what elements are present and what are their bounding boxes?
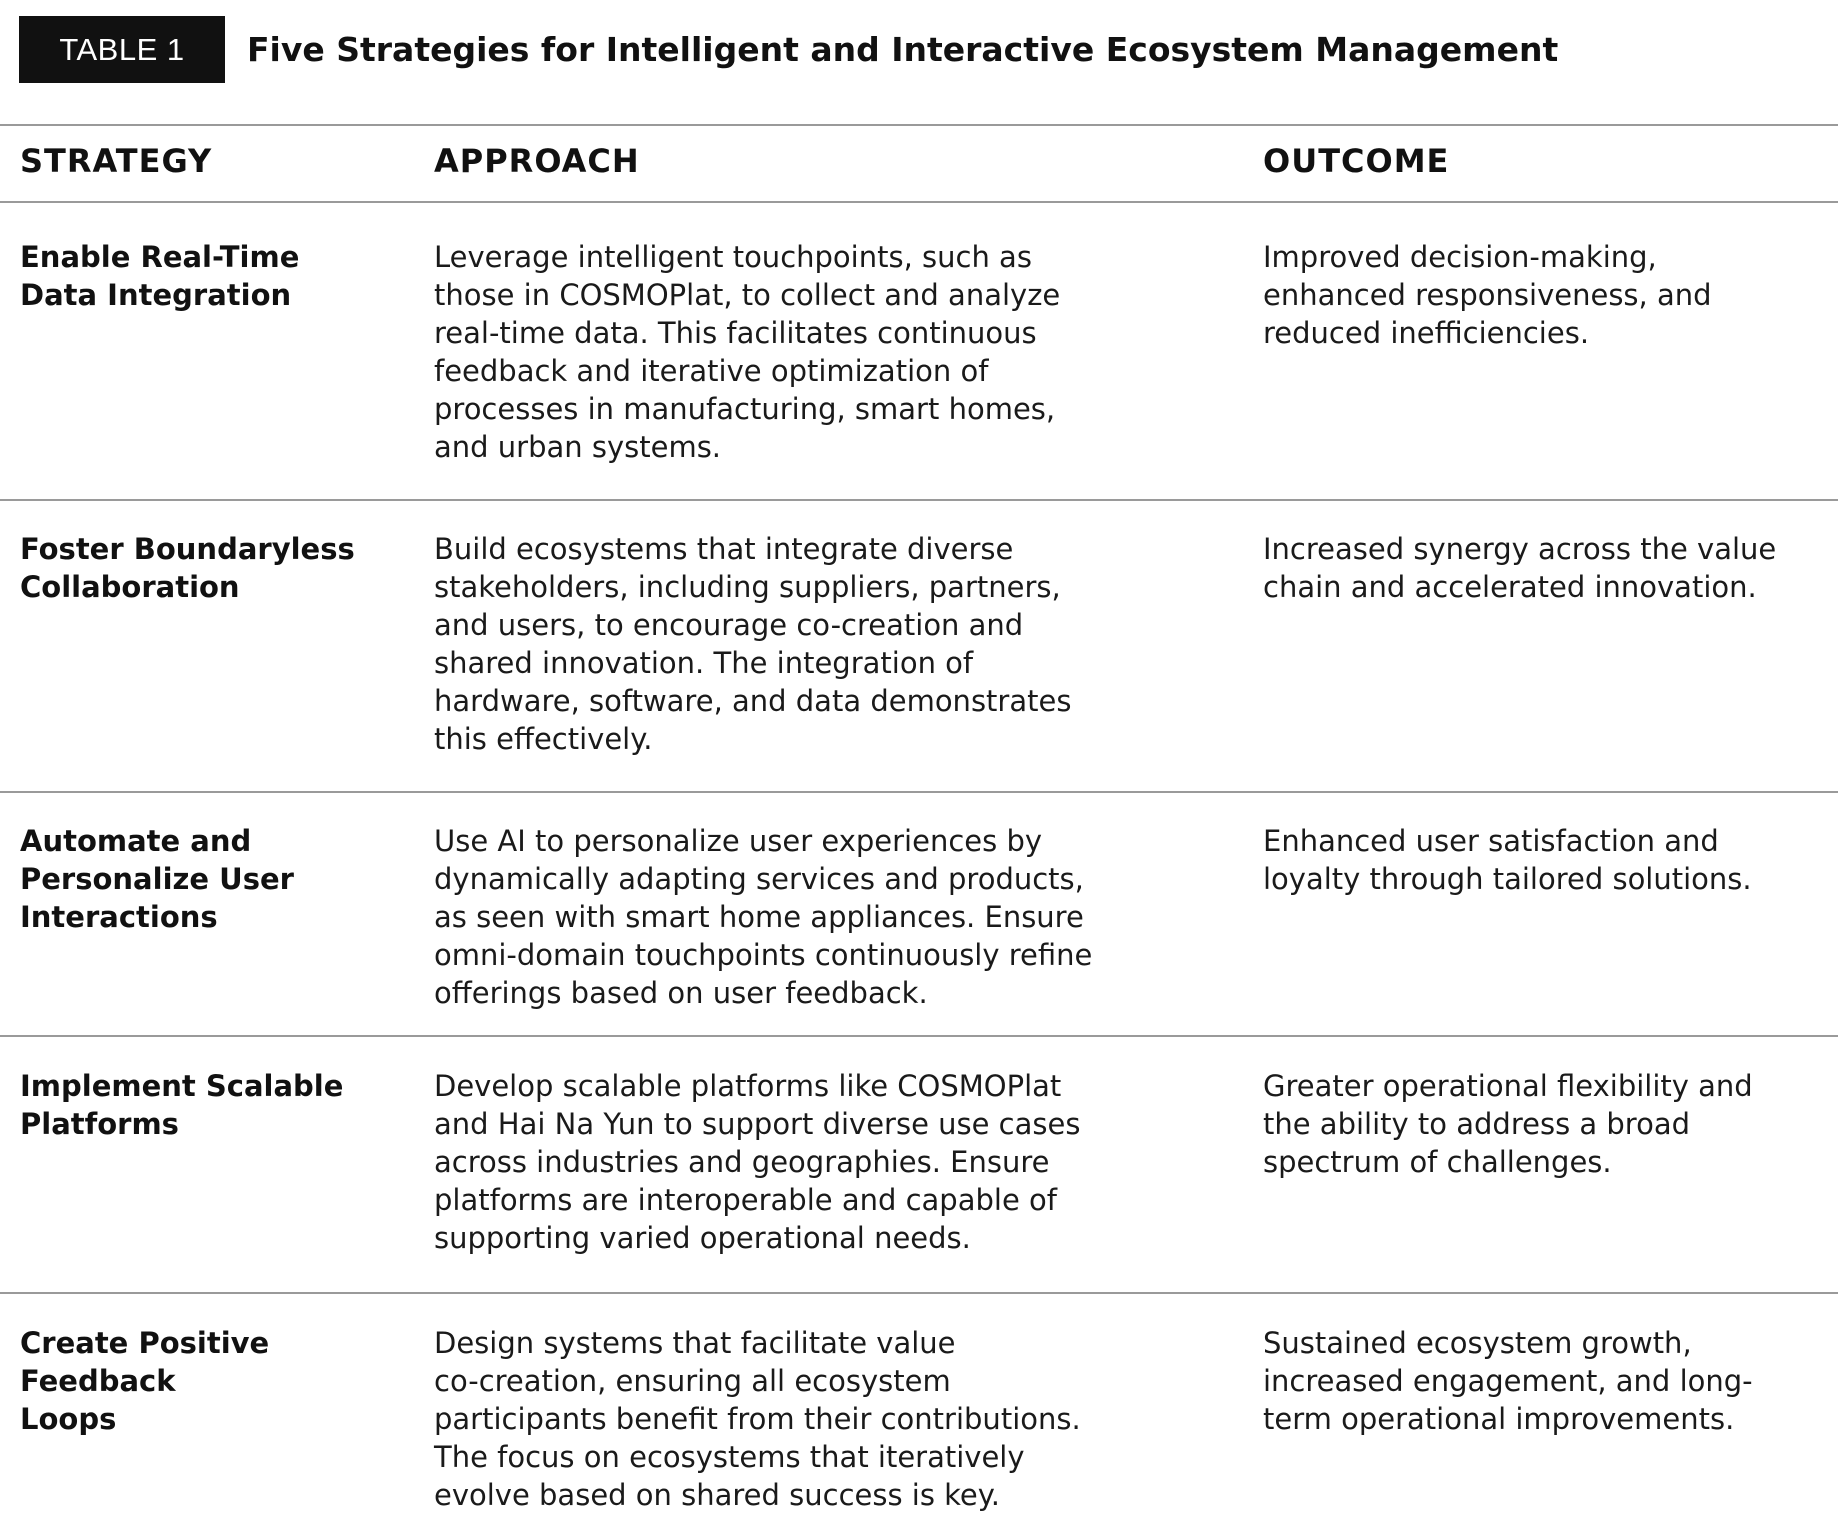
strategy-text-line: Data Integration (20, 278, 292, 312)
column-header-approach: APPROACH (434, 142, 640, 180)
strategy-cell (20, 822, 400, 936)
top-rule (0, 124, 1838, 126)
outcome-text-line: enhanced responsiveness, and (1263, 278, 1712, 312)
approach-text-line: processes in manufacturing, smart homes, (434, 392, 1056, 426)
outcome-text-line: spectrum of challenges. (1263, 1145, 1612, 1179)
outcome-text-line: increased engagement, and long- (1263, 1364, 1753, 1398)
approach-text-line: The focus on ecosystems that iteratively (434, 1440, 1025, 1474)
outcome-text-line: term operational improvements. (1263, 1402, 1735, 1436)
column-header-outcome: OUTCOME (1263, 142, 1450, 180)
header-rule (0, 201, 1838, 203)
approach-text-line: across industries and geographies. Ensure (434, 1145, 1050, 1179)
outcome-cell (1263, 530, 1833, 606)
approach-cell (434, 1067, 1214, 1257)
approach-text-line: platforms are interoperable and capable of (434, 1183, 1057, 1217)
strategy-text-line: Loops (20, 1402, 117, 1436)
outcome-text-line: the ability to address a broad (1263, 1107, 1690, 1141)
approach-cell (434, 530, 1214, 758)
outcome-cell (1263, 822, 1833, 898)
strategy-text-line: Feedback (20, 1364, 176, 1398)
row-divider (0, 791, 1838, 793)
approach-text-line: omni-domain touchpoints continuously refine (434, 938, 1093, 972)
outcome-text-line: Greater operational flexibility and (1263, 1069, 1753, 1103)
outcome-text-line: Increased synergy across the value (1263, 532, 1777, 566)
outcome-cell (1263, 1324, 1833, 1438)
approach-text-line: those in COSMOPlat, to collect and analyze (434, 278, 1061, 312)
approach-text-line: Use AI to personalize user experiences by (434, 824, 1043, 858)
strategy-text-line: Collaboration (20, 570, 240, 604)
outcome-text-line: Improved decision-making, (1263, 240, 1657, 274)
approach-text-line: real-time data. This facilitates continuous (434, 316, 1037, 350)
approach-text-line: as seen with smart home appliances. Ensure (434, 900, 1084, 934)
approach-text-line: and users, to encourage co-creation and (434, 608, 1024, 642)
strategy-cell (20, 530, 400, 606)
approach-text-line: shared innovation. The integration of (434, 646, 974, 680)
table-caption (19, 16, 1558, 83)
approach-text-line: evolve based on shared success is key. (434, 1478, 1001, 1512)
strategy-text-line: Personalize User (20, 862, 294, 896)
approach-text-line: participants benefit from their contributions. (434, 1402, 1081, 1436)
row-divider (0, 499, 1838, 501)
approach-text-line: hardware, software, and data demonstrates (434, 684, 1072, 718)
approach-text-line: stakeholders, including suppliers, partners, (434, 570, 1061, 604)
column-header-strategy: STRATEGY (20, 142, 213, 180)
row-divider (0, 1292, 1838, 1294)
strategy-text-line: Implement Scalable (20, 1069, 344, 1103)
outcome-text-line: chain and accelerated innovation. (1263, 570, 1757, 604)
strategy-cell (20, 238, 400, 314)
strategy-text-line: Platforms (20, 1107, 179, 1141)
outcome-cell (1263, 1067, 1833, 1181)
approach-text-line: supporting varied operational needs. (434, 1221, 971, 1255)
strategy-text-line: Create Positive (20, 1326, 270, 1360)
strategy-cell (20, 1324, 400, 1438)
approach-cell (434, 238, 1214, 466)
approach-cell (434, 822, 1214, 1012)
approach-text-line: co-creation, ensuring all ecosystem (434, 1364, 951, 1398)
strategy-text-line: Automate and (20, 824, 252, 858)
approach-text-line: Build ecosystems that integrate diverse (434, 532, 1014, 566)
approach-text-line: feedback and iterative optimization of (434, 354, 989, 388)
strategy-text-line: Foster Boundaryless (20, 532, 355, 566)
approach-text-line: Leverage intelligent touchpoints, such as (434, 240, 1032, 274)
row-divider (0, 1035, 1838, 1037)
approach-text-line: this effectively. (434, 722, 653, 756)
approach-text-line: and Hai Na Yun to support diverse use cases (434, 1107, 1081, 1141)
strategy-text-line: Interactions (20, 900, 218, 934)
table-title: Five Strategies for Intelligent and Interactive Ecosystem Management (247, 30, 1559, 69)
approach-text-line: dynamically adapting services and products, (434, 862, 1084, 896)
approach-text-line: and urban systems. (434, 430, 722, 464)
table-number-badge: TABLE 1 (19, 16, 225, 83)
outcome-text-line: Enhanced user satisfaction and (1263, 824, 1719, 858)
strategy-text-line: Enable Real-Time (20, 240, 300, 274)
approach-cell (434, 1324, 1214, 1514)
outcome-text-line: Sustained ecosystem growth, (1263, 1326, 1692, 1360)
strategy-cell (20, 1067, 400, 1143)
approach-text-line: Develop scalable platforms like COSMOPlat (434, 1069, 1062, 1103)
approach-text-line: offerings based on user feedback. (434, 976, 928, 1010)
outcome-text-line: reduced inefficiencies. (1263, 316, 1590, 350)
outcome-cell (1263, 238, 1833, 352)
outcome-text-line: loyalty through tailored solutions. (1263, 862, 1752, 896)
approach-text-line: Design systems that facilitate value (434, 1326, 956, 1360)
